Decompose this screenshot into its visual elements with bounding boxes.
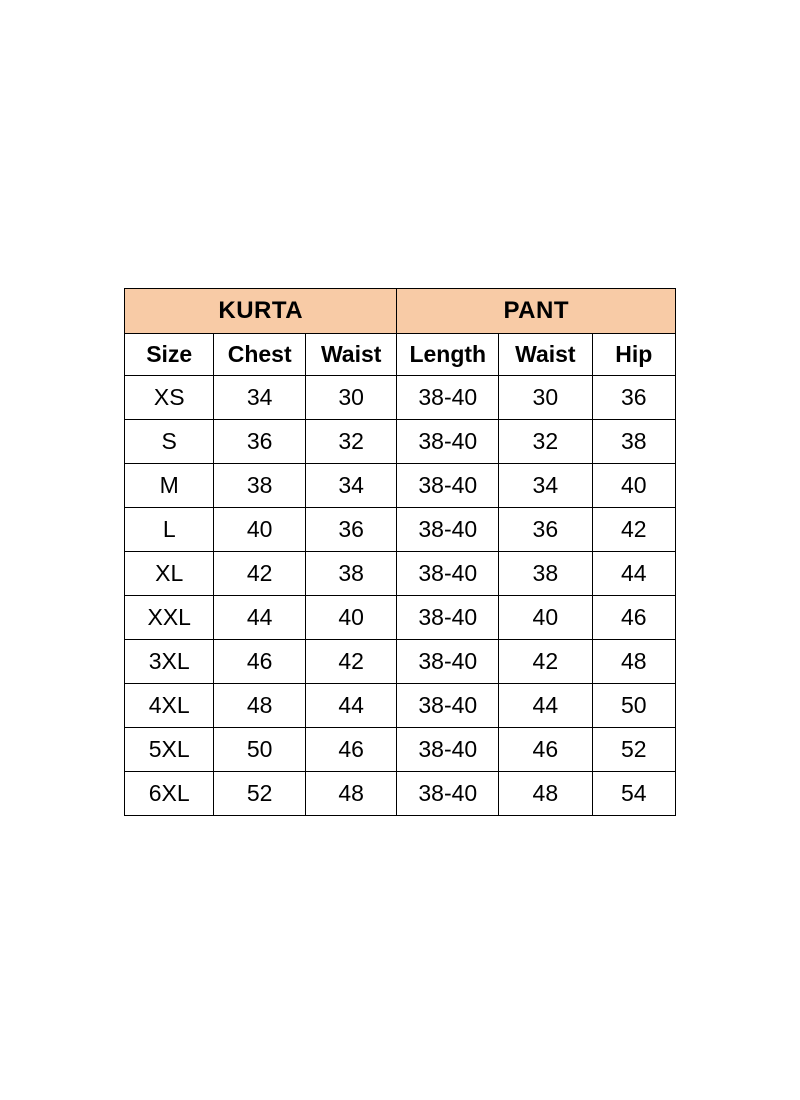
group-header-row [125, 289, 676, 334]
group-header-pant: PANT [397, 289, 676, 334]
table-row [125, 508, 676, 552]
cell-waist: 48 [305, 772, 397, 816]
column-header-pant-waist: Waist [499, 334, 593, 376]
table-row [125, 596, 676, 640]
cell-length: 38-40 [397, 376, 499, 420]
table-row [125, 376, 676, 420]
cell-size: 6XL [125, 772, 214, 816]
column-header-row [125, 334, 676, 376]
cell-pant-waist: 32 [499, 420, 593, 464]
cell-length: 38-40 [397, 772, 499, 816]
cell-chest: 46 [214, 640, 305, 684]
cell-chest: 52 [214, 772, 305, 816]
cell-pant-waist: 44 [499, 684, 593, 728]
cell-size: 3XL [125, 640, 214, 684]
cell-waist: 32 [305, 420, 397, 464]
column-header-waist: Waist [305, 334, 397, 376]
cell-pant-waist: 42 [499, 640, 593, 684]
cell-size: S [125, 420, 214, 464]
cell-chest: 44 [214, 596, 305, 640]
cell-pant-waist: 46 [499, 728, 593, 772]
table-row [125, 640, 676, 684]
cell-hip: 52 [592, 728, 675, 772]
table-header [125, 289, 676, 376]
cell-length: 38-40 [397, 640, 499, 684]
table-row [125, 728, 676, 772]
column-header-hip: Hip [592, 334, 675, 376]
group-header-kurta: KURTA [125, 289, 397, 334]
cell-size: 5XL [125, 728, 214, 772]
cell-hip: 38 [592, 420, 675, 464]
cell-size: L [125, 508, 214, 552]
cell-pant-waist: 30 [499, 376, 593, 420]
cell-pant-waist: 48 [499, 772, 593, 816]
cell-waist: 46 [305, 728, 397, 772]
cell-hip: 44 [592, 552, 675, 596]
table-row [125, 684, 676, 728]
cell-hip: 40 [592, 464, 675, 508]
cell-waist: 38 [305, 552, 397, 596]
cell-chest: 36 [214, 420, 305, 464]
cell-chest: 34 [214, 376, 305, 420]
cell-hip: 36 [592, 376, 675, 420]
cell-chest: 48 [214, 684, 305, 728]
cell-pant-waist: 38 [499, 552, 593, 596]
cell-size: 4XL [125, 684, 214, 728]
table-row [125, 772, 676, 816]
cell-size: XL [125, 552, 214, 596]
table-row [125, 464, 676, 508]
table-row [125, 420, 676, 464]
size-chart-table [124, 288, 676, 816]
cell-waist: 42 [305, 640, 397, 684]
cell-pant-waist: 36 [499, 508, 593, 552]
cell-size: XS [125, 376, 214, 420]
cell-length: 38-40 [397, 684, 499, 728]
cell-length: 38-40 [397, 420, 499, 464]
cell-hip: 42 [592, 508, 675, 552]
cell-chest: 42 [214, 552, 305, 596]
cell-chest: 38 [214, 464, 305, 508]
cell-hip: 54 [592, 772, 675, 816]
column-header-length: Length [397, 334, 499, 376]
cell-length: 38-40 [397, 508, 499, 552]
cell-size: XXL [125, 596, 214, 640]
cell-hip: 48 [592, 640, 675, 684]
cell-hip: 46 [592, 596, 675, 640]
cell-length: 38-40 [397, 728, 499, 772]
cell-length: 38-40 [397, 464, 499, 508]
cell-size: M [125, 464, 214, 508]
cell-chest: 50 [214, 728, 305, 772]
cell-pant-waist: 40 [499, 596, 593, 640]
table-row [125, 552, 676, 596]
column-header-chest: Chest [214, 334, 305, 376]
cell-pant-waist: 34 [499, 464, 593, 508]
cell-waist: 36 [305, 508, 397, 552]
cell-waist: 30 [305, 376, 397, 420]
cell-waist: 34 [305, 464, 397, 508]
column-header-size: Size [125, 334, 214, 376]
cell-waist: 40 [305, 596, 397, 640]
cell-chest: 40 [214, 508, 305, 552]
table-body [125, 376, 676, 816]
cell-length: 38-40 [397, 596, 499, 640]
cell-length: 38-40 [397, 552, 499, 596]
cell-waist: 44 [305, 684, 397, 728]
cell-hip: 50 [592, 684, 675, 728]
